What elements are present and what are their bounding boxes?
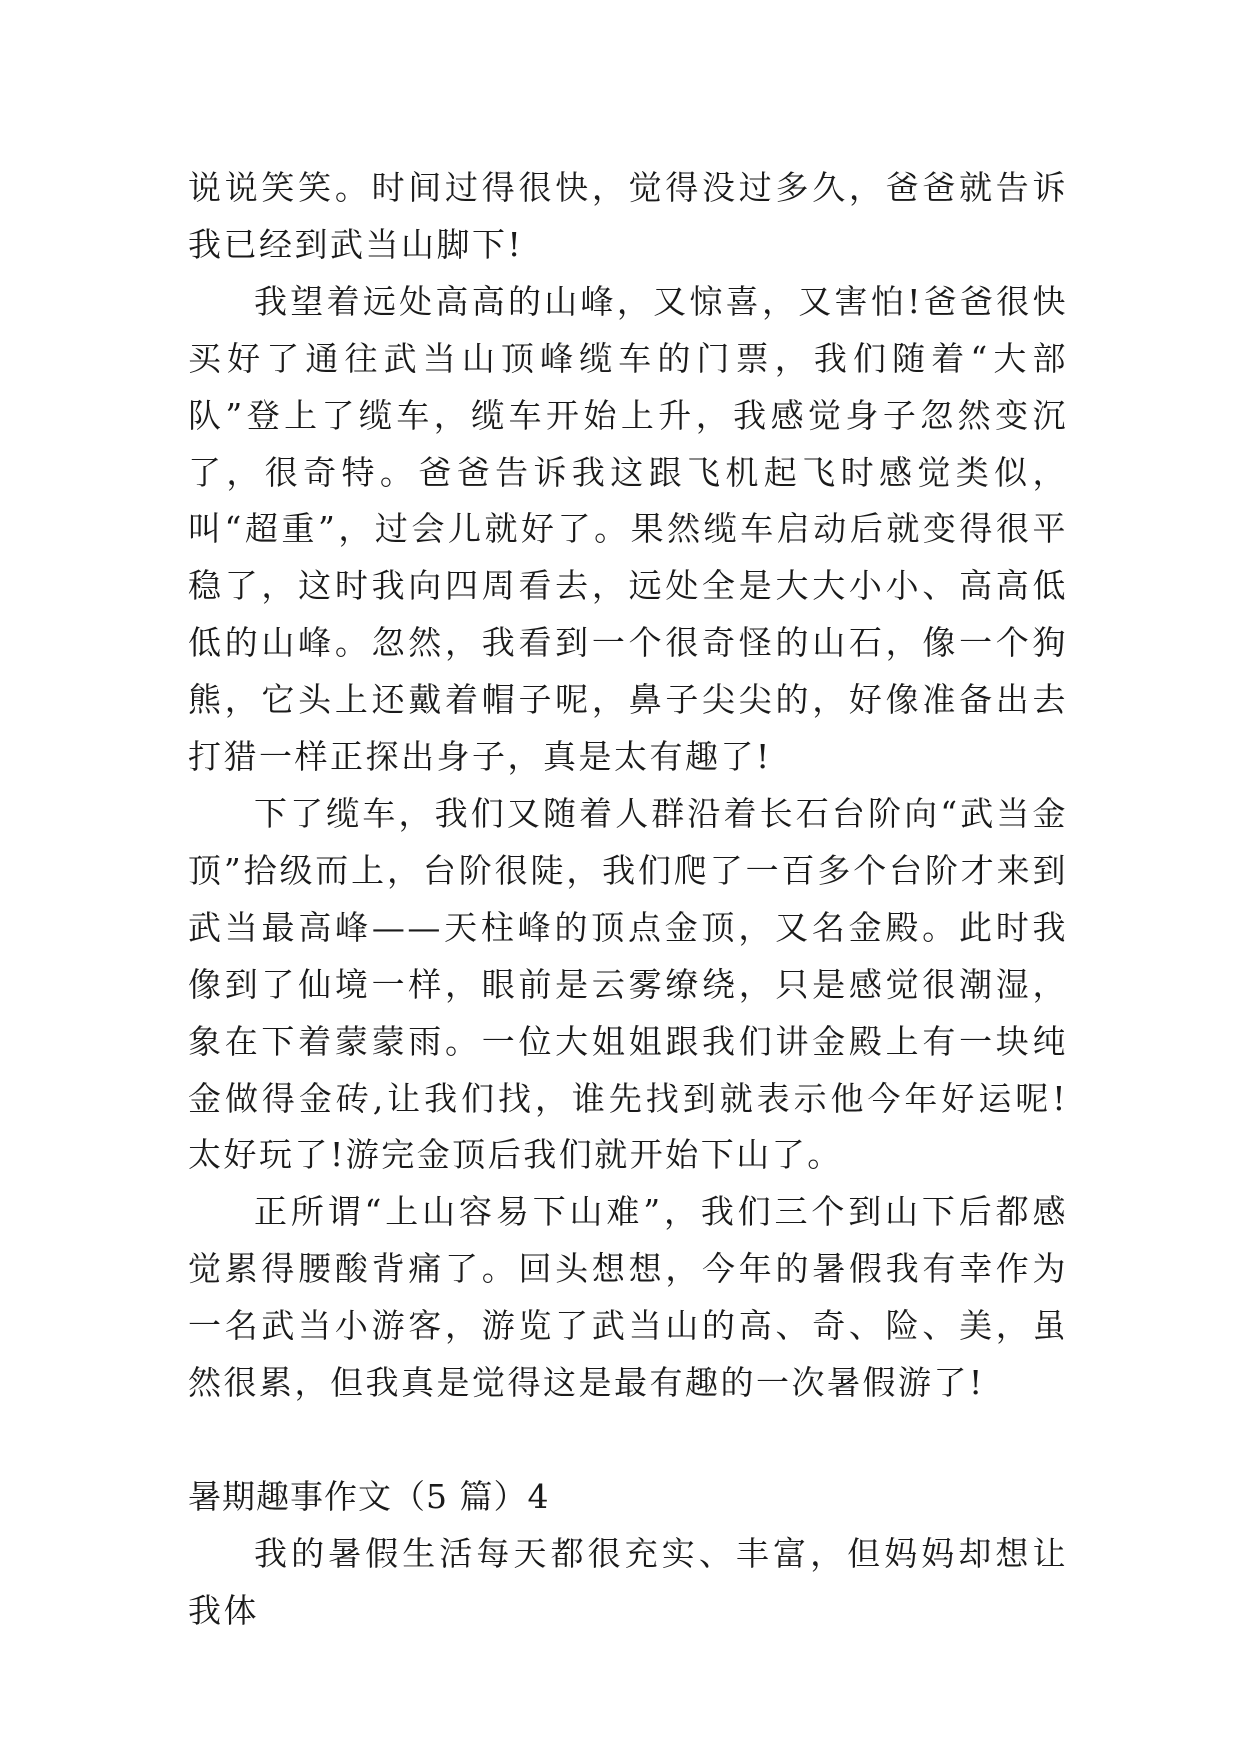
section-heading: 暑期趣事作文（5 篇）4	[188, 1476, 550, 1516]
paragraph-continued: 说说笑笑。时间过得很快，觉得没过多久，爸爸就告诉我已经到武当山脚下!	[188, 168, 1068, 264]
paragraph-conclusion: 正所谓“上山容易下山难”，我们三个到山下后都感觉累得腰酸背痛了。回头想想，今年的暑假我有幸作为一名武当小游客，游览了武当山的高、奇、险、美，虽然很累，但我真是觉得这是最有趣的一次暑假游了!	[188, 1192, 1068, 1403]
paragraph-golden-summit: 下了缆车，我们又随着人群沿着长石台阶向“武当金顶”拾级而上，台阶很陡，我们爬了一百多个台阶才来到武当最高峰——天柱峰的顶点金顶，又名金殿。此时我像到了仙境一样，眼前是云雾缭绕，只是感觉很潮湿，象在下着蒙蒙雨。一位大姐姐跟我们讲金殿上有一块纯金做得金砖,让我们找，谁先找到就表示他今年好运呢!太好玩了!游完金顶后我们就开始下山了。	[188, 793, 1068, 1175]
paragraph-cable-car: 我望着远处高高的山峰，又惊喜，又害怕!爸爸很快买好了通往武当山顶峰缆车的门票，我们随着“大部队”登上了缆车，缆车开始上升，我感觉身子忽然变沉了，很奇特。爸爸告诉我这跟飞机起飞时感觉类似，叫“超重”，过会儿就好了。果然缆车启动后就变得很平稳了，这时我向四周看去，远处全是大大小小、高高低低的山峰。忽然，我看到一个很奇怪的山石，像一个狗熊，它头上还戴着帽子呢，鼻子尖尖的，好像准备出去打猎一样正探出身子，真是太有趣了!	[188, 281, 1068, 777]
paragraph-next-essay: 我的暑假生活每天都很充实、丰富，但妈妈却想让我体	[188, 1533, 1068, 1630]
document-body	[188, 160, 1068, 1640]
